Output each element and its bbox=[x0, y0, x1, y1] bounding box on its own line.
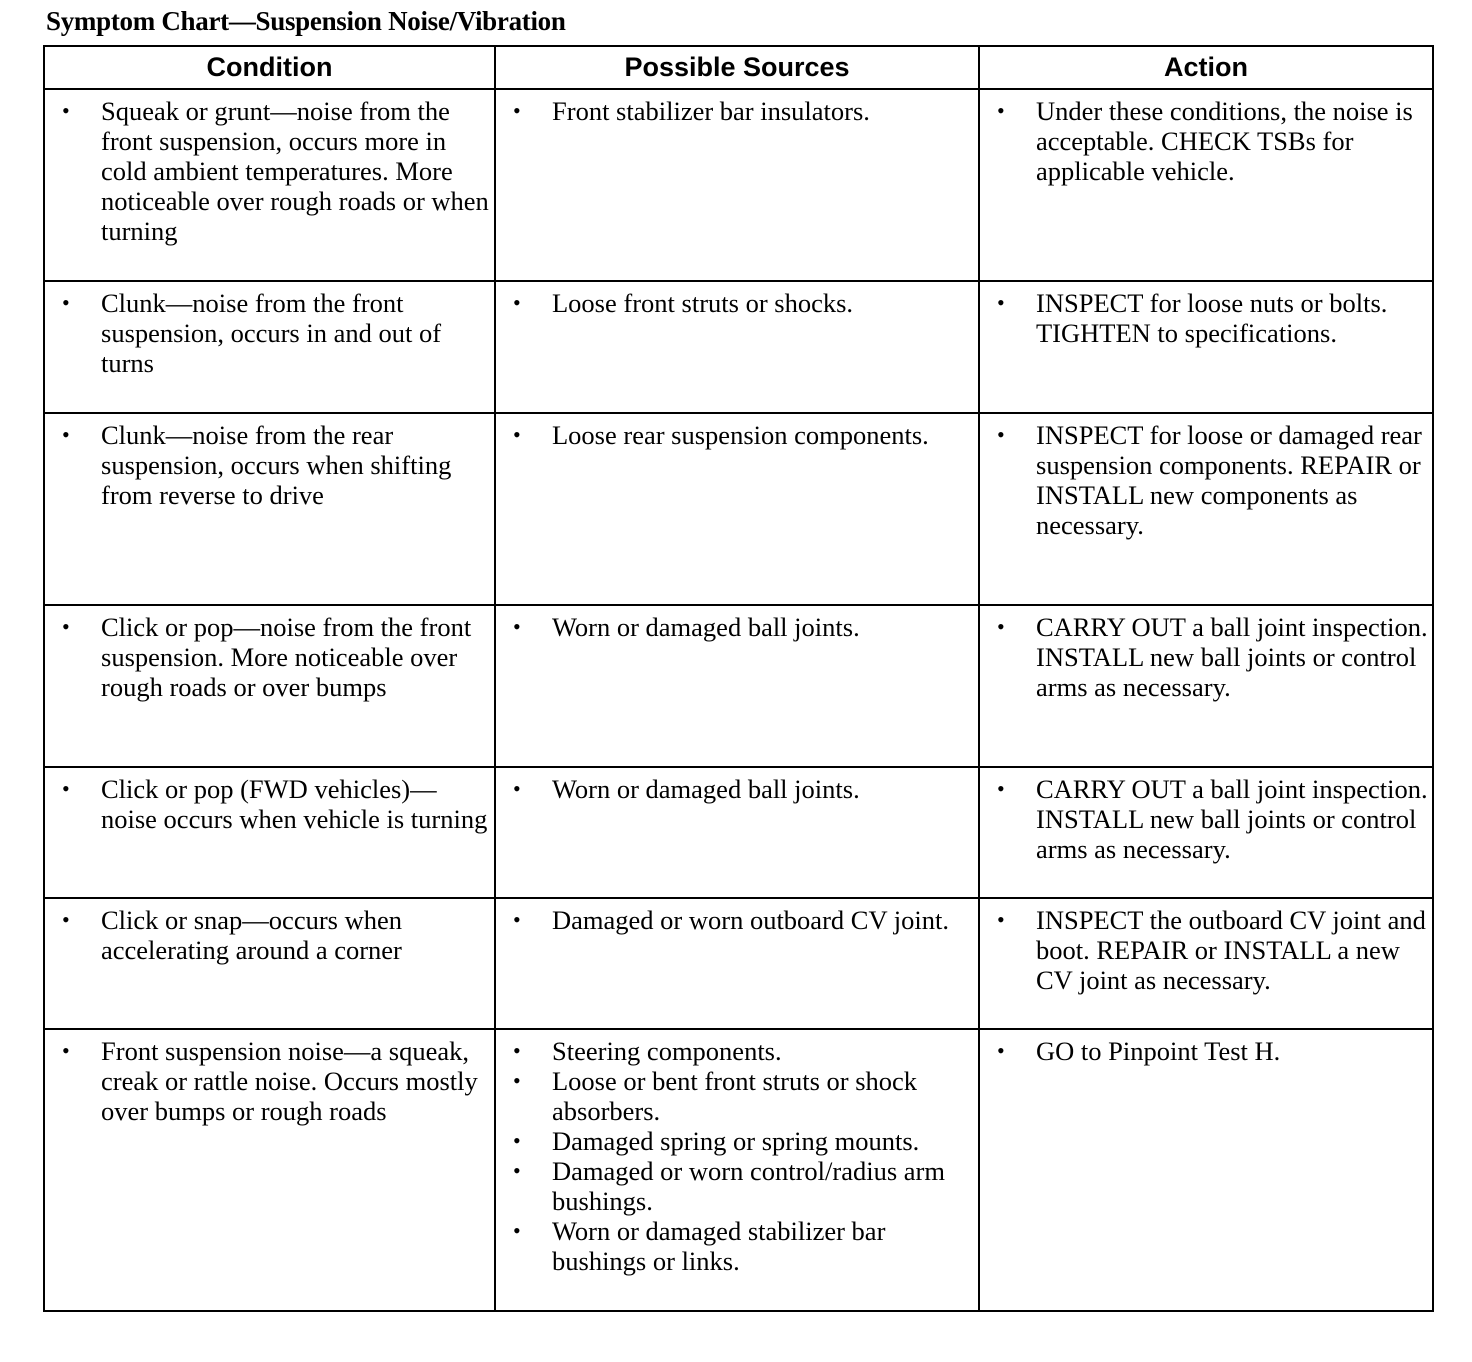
list-item bbox=[496, 96, 974, 126]
bullet-list bbox=[496, 905, 974, 935]
bullet-icon: • bbox=[513, 907, 521, 932]
item-text: Clunk—noise from the front suspension, occurs in and out of turns bbox=[101, 288, 442, 378]
item-text: Loose front struts or shocks. bbox=[552, 288, 854, 318]
document-title: Symptom Chart—Suspension Noise/Vibration bbox=[46, 6, 566, 36]
bullet-icon: • bbox=[997, 1038, 1005, 1063]
bullet-list bbox=[980, 288, 1428, 348]
bullet-list bbox=[45, 905, 490, 965]
cell-action bbox=[979, 767, 1433, 898]
bullet-icon: • bbox=[513, 776, 521, 801]
list-item bbox=[496, 1066, 974, 1126]
list-item bbox=[496, 1216, 974, 1276]
bullet-list bbox=[45, 612, 490, 702]
item-text: Front stabilizer bar insulators. bbox=[552, 96, 870, 126]
item-text: Squeak or grunt—noise from the front suspension, occurs more in cold ambient temperatures. More noticeable over rough roads or when turning bbox=[101, 96, 489, 246]
bullet-list bbox=[496, 288, 974, 318]
list-item bbox=[496, 1126, 974, 1156]
bullet-list bbox=[496, 420, 974, 450]
list-item bbox=[496, 774, 974, 804]
item-text: Loose rear suspension components. bbox=[552, 420, 929, 450]
list-item bbox=[496, 905, 974, 935]
bullet-list bbox=[496, 1036, 974, 1276]
bullet-list bbox=[496, 612, 974, 642]
list-item bbox=[45, 612, 490, 702]
list-item bbox=[980, 420, 1428, 540]
bullet-icon: • bbox=[513, 1218, 521, 1243]
bullet-icon: • bbox=[513, 1068, 521, 1093]
column-header-condition: Condition bbox=[44, 46, 495, 89]
bullet-icon: • bbox=[513, 1128, 521, 1153]
cell-condition bbox=[44, 767, 495, 898]
symptom-chart-table bbox=[43, 45, 1434, 1312]
bullet-list bbox=[496, 774, 974, 804]
table-row bbox=[44, 413, 1433, 605]
bullet-icon: • bbox=[513, 1038, 521, 1063]
bullet-icon: • bbox=[997, 614, 1005, 639]
bullet-icon: • bbox=[513, 1158, 521, 1183]
list-item bbox=[980, 905, 1428, 995]
item-text: Damaged or worn control/radius arm bushings. bbox=[552, 1156, 945, 1216]
table-header-row bbox=[44, 46, 1433, 89]
bullet-list bbox=[45, 774, 490, 834]
bullet-icon: • bbox=[997, 776, 1005, 801]
item-text: Clunk—noise from the rear suspension, occurs when shifting from reverse to drive bbox=[101, 420, 452, 510]
item-text: GO to Pinpoint Test H. bbox=[1036, 1036, 1281, 1066]
cell-sources bbox=[495, 1029, 979, 1311]
list-item bbox=[980, 774, 1428, 864]
item-text: INSPECT for loose or damaged rear suspension components. REPAIR or INSTALL new components as necessary. bbox=[1036, 420, 1422, 540]
bullet-list bbox=[45, 420, 490, 510]
bullet-list bbox=[980, 420, 1428, 540]
cell-action bbox=[979, 281, 1433, 413]
bullet-list bbox=[496, 96, 974, 126]
bullet-list bbox=[45, 96, 490, 246]
table-row bbox=[44, 605, 1433, 767]
table-row bbox=[44, 89, 1433, 281]
bullet-icon: • bbox=[997, 907, 1005, 932]
item-text: Worn or damaged stabilizer bar bushings or links. bbox=[552, 1216, 886, 1276]
cell-condition bbox=[44, 898, 495, 1029]
list-item bbox=[45, 774, 490, 834]
cell-sources bbox=[495, 89, 979, 281]
cell-sources bbox=[495, 767, 979, 898]
cell-action bbox=[979, 1029, 1433, 1311]
cell-sources bbox=[495, 413, 979, 605]
list-item bbox=[496, 1036, 974, 1066]
cell-action bbox=[979, 413, 1433, 605]
list-item bbox=[980, 1036, 1428, 1066]
bullet-list bbox=[980, 612, 1428, 702]
bullet-icon: • bbox=[62, 98, 70, 123]
item-text: Worn or damaged ball joints. bbox=[552, 774, 860, 804]
table-row bbox=[44, 1029, 1433, 1311]
table-row bbox=[44, 767, 1433, 898]
bullet-icon: • bbox=[62, 776, 70, 801]
item-text: Loose or bent front struts or shock absorbers. bbox=[552, 1066, 918, 1126]
item-text: Damaged or worn outboard CV joint. bbox=[552, 905, 949, 935]
bullet-icon: • bbox=[62, 290, 70, 315]
bullet-list bbox=[980, 774, 1428, 864]
bullet-list bbox=[45, 288, 490, 378]
cell-condition bbox=[44, 281, 495, 413]
item-text: Damaged spring or spring mounts. bbox=[552, 1126, 920, 1156]
bullet-icon: • bbox=[62, 907, 70, 932]
list-item bbox=[496, 288, 974, 318]
item-text: CARRY OUT a ball joint inspection. INSTALL new ball joints or control arms as necessary. bbox=[1036, 612, 1428, 702]
list-item bbox=[45, 420, 490, 510]
item-text: Steering components. bbox=[552, 1036, 782, 1066]
list-item bbox=[496, 612, 974, 642]
bullet-list bbox=[980, 96, 1428, 186]
cell-action bbox=[979, 89, 1433, 281]
column-header-possible-sources: Possible Sources bbox=[495, 46, 979, 89]
bullet-icon: • bbox=[513, 422, 521, 447]
bullet-icon: • bbox=[62, 422, 70, 447]
list-item bbox=[496, 420, 974, 450]
cell-condition bbox=[44, 1029, 495, 1311]
bullet-list bbox=[980, 905, 1428, 995]
bullet-icon: • bbox=[997, 290, 1005, 315]
item-text: CARRY OUT a ball joint inspection. INSTALL new ball joints or control arms as necessary. bbox=[1036, 774, 1428, 864]
list-item bbox=[496, 1156, 974, 1216]
item-text: Front suspension noise—a squeak, creak or rattle noise. Occurs mostly over bumps or rough roads bbox=[101, 1036, 478, 1126]
item-text: Worn or damaged ball joints. bbox=[552, 612, 860, 642]
list-item bbox=[45, 96, 490, 246]
list-item bbox=[45, 1036, 490, 1126]
cell-sources bbox=[495, 281, 979, 413]
item-text: Click or pop (FWD vehicles)—noise occurs when vehicle is turning bbox=[101, 774, 488, 834]
table-row bbox=[44, 898, 1433, 1029]
item-text: Under these conditions, the noise is acceptable. CHECK TSBs for applicable vehicle. bbox=[1036, 96, 1413, 186]
bullet-icon: • bbox=[997, 98, 1005, 123]
cell-condition bbox=[44, 605, 495, 767]
item-text: INSPECT for loose nuts or bolts. TIGHTEN to specifications. bbox=[1036, 288, 1388, 348]
item-text: Click or pop—noise from the front suspension. More noticeable over rough roads or over bumps bbox=[101, 612, 472, 702]
column-header-action: Action bbox=[979, 46, 1433, 89]
table-row bbox=[44, 281, 1433, 413]
bullet-icon: • bbox=[513, 290, 521, 315]
cell-sources bbox=[495, 898, 979, 1029]
item-text: Click or snap—occurs when accelerating around a corner bbox=[101, 905, 402, 965]
bullet-icon: • bbox=[513, 614, 521, 639]
cell-sources bbox=[495, 605, 979, 767]
cell-condition bbox=[44, 413, 495, 605]
bullet-list bbox=[980, 1036, 1428, 1066]
item-text: INSPECT the outboard CV joint and boot. REPAIR or INSTALL a new CV joint as necessary. bbox=[1036, 905, 1426, 995]
list-item bbox=[45, 905, 490, 965]
list-item bbox=[980, 612, 1428, 702]
bullet-icon: • bbox=[62, 1038, 70, 1063]
list-item bbox=[45, 288, 490, 378]
cell-action bbox=[979, 898, 1433, 1029]
bullet-icon: • bbox=[62, 614, 70, 639]
bullet-icon: • bbox=[997, 422, 1005, 447]
table-body bbox=[44, 89, 1433, 1311]
list-item bbox=[980, 96, 1428, 186]
bullet-icon: • bbox=[513, 98, 521, 123]
cell-condition bbox=[44, 89, 495, 281]
bullet-list bbox=[45, 1036, 490, 1126]
cell-action bbox=[979, 605, 1433, 767]
list-item bbox=[980, 288, 1428, 348]
